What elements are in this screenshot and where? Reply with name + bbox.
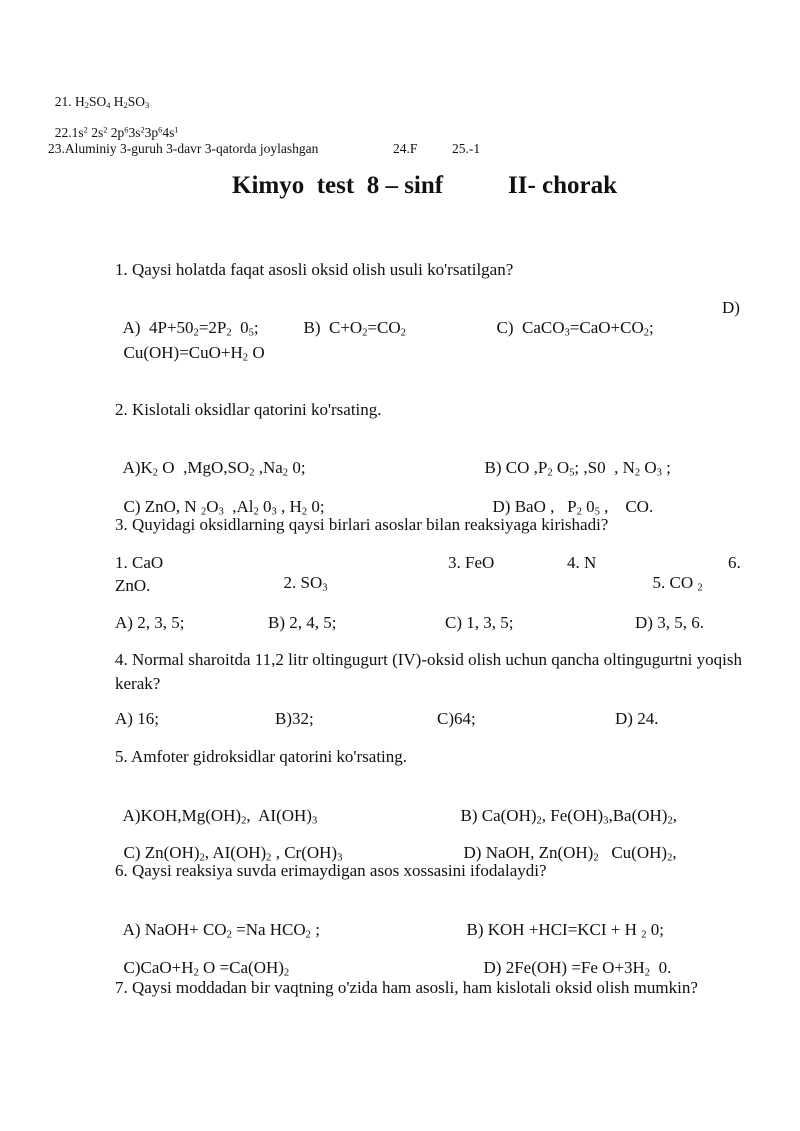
answer-21: 21. $H_2SO_4$ $H_2SO_3$ — [54, 94, 150, 111]
question-5: 5. Amfoter gidroksidlar qatorini ko'rsating. — [115, 747, 408, 766]
answer-24: 24.F — [393, 141, 418, 156]
answer-25: 25.-1 — [452, 141, 481, 156]
q3-option-b: B) 2, 4, 5; — [268, 613, 337, 632]
question-1: 1. Qaysi holatda faqat asosli oksid olish usuli ko'rsatilgan? — [115, 260, 514, 279]
question-6: 6. Qaysi reaksiya suvda erimaydigan asos xossasini ifodalaydi? — [115, 861, 547, 880]
q2-option-c: C) ZnO, N $_2O_3$ $,Al_2$ $0_3$ , $H_2$ 0; — [123, 497, 325, 518]
q3-item-3: 3. FeO — [448, 553, 495, 572]
q3-item-4: 4. N — [567, 553, 597, 572]
q2-option-d: D) BaO , $P_2$ $0_5$ , CO. — [492, 497, 654, 518]
q1-option-a: A) $4P+50_2=2P_2$ $0_5$; — [122, 318, 259, 339]
q6-option-a: A) NaOH+ $CO_2 =Na$ $HCO_2$ ; — [122, 920, 320, 941]
q6-option-d: D) 2Fe(OH) =Fe $O+3H_2$ 0. — [483, 958, 672, 979]
q3-option-d: D) 3, 5, 6. — [635, 613, 704, 632]
q1-option-b: B) $C+O_2=CO_2$ — [303, 318, 406, 339]
q5-option-b: B) $Ca(OH)_2$, $Fe(OH)_3,Ba(OH)_2$, — [460, 806, 677, 827]
q3-option-c: C) 1, 3, 5; — [445, 613, 514, 632]
q6-option-c: $C)CaO+H_2$ $O =Ca(OH)_2$ — [123, 958, 290, 979]
q4-option-d: D) 24. — [615, 709, 659, 728]
q2-option-b: B) CO $,P_2$ $O_5$; ,S0 , $N_2$ $O_3$ ; — [484, 458, 671, 479]
q3-item-5: 5. CO $_2$ — [652, 573, 703, 594]
q4-option-b: B)32; — [275, 709, 314, 728]
q3-item-1: 1. CaO — [115, 553, 164, 572]
q1-option-c: C) $CaCO_3=CaO+CO_2$; — [496, 318, 654, 339]
q3-item-2: 2. $SO_3$ — [283, 573, 328, 594]
q3-item-6: 6. — [728, 553, 741, 572]
q5-option-d: D) NaOH, $Zn(OH)_2$ $Cu(OH)_2$, — [463, 843, 677, 864]
answer-23: 23.Aluminiy 3-guruh 3-davr 3-qatorda joylashgan — [48, 141, 319, 156]
q5-option-c: C) $Zn(OH)_2$, $AI(OH)_2$ , $Cr(OH)_3$ — [123, 843, 343, 864]
q6-option-b: B) KOH +HCI=KCI + H $_2$ 0; — [466, 920, 664, 941]
page-title-left: Kimyo test 8 – sinf — [232, 172, 444, 199]
question-7: 7. Qaysi moddadan bir vaqtning o'zida ham asosli, ham kislotali oksid olish mumkin? — [115, 978, 698, 997]
question-4: 4. Normal sharoitda 11,2 litr oltingugurt (IV)-oksid olish uchun qancha oltingugurtni yoqish kerak? — [115, 650, 742, 693]
question-3: 3. Quyidagi oksidlarning qaysi birlari asoslar bilan reaksiyaga kirishadi? — [115, 515, 609, 534]
q5-option-a: $A)KOH,Mg(OH)_2$, $AI(OH)_3$ — [122, 806, 318, 827]
page-title-right: II- chorak — [508, 172, 618, 199]
q1-option-d: $Cu(OH)=CuO+H_2$ O — [123, 343, 265, 364]
q1-option-d-label: D) — [722, 298, 740, 317]
answer-22: $22.1s^2$ $2s^2$ $2p^63s^23p^64s^1$ — [54, 125, 179, 140]
q2-option-a: $A)K_2$ O $,MgO,SO_2$ $,Na_2$ 0; — [122, 458, 306, 479]
q4-option-a: A) 16; — [115, 709, 159, 728]
question-2: 2. Kislotali oksidlar qatorini ko'rsating. — [115, 400, 382, 419]
q3-item-6-cont: ZnO. — [115, 576, 151, 595]
q3-option-a: A) 2, 3, 5; — [115, 613, 185, 632]
q4-option-c: C)64; — [437, 709, 476, 728]
